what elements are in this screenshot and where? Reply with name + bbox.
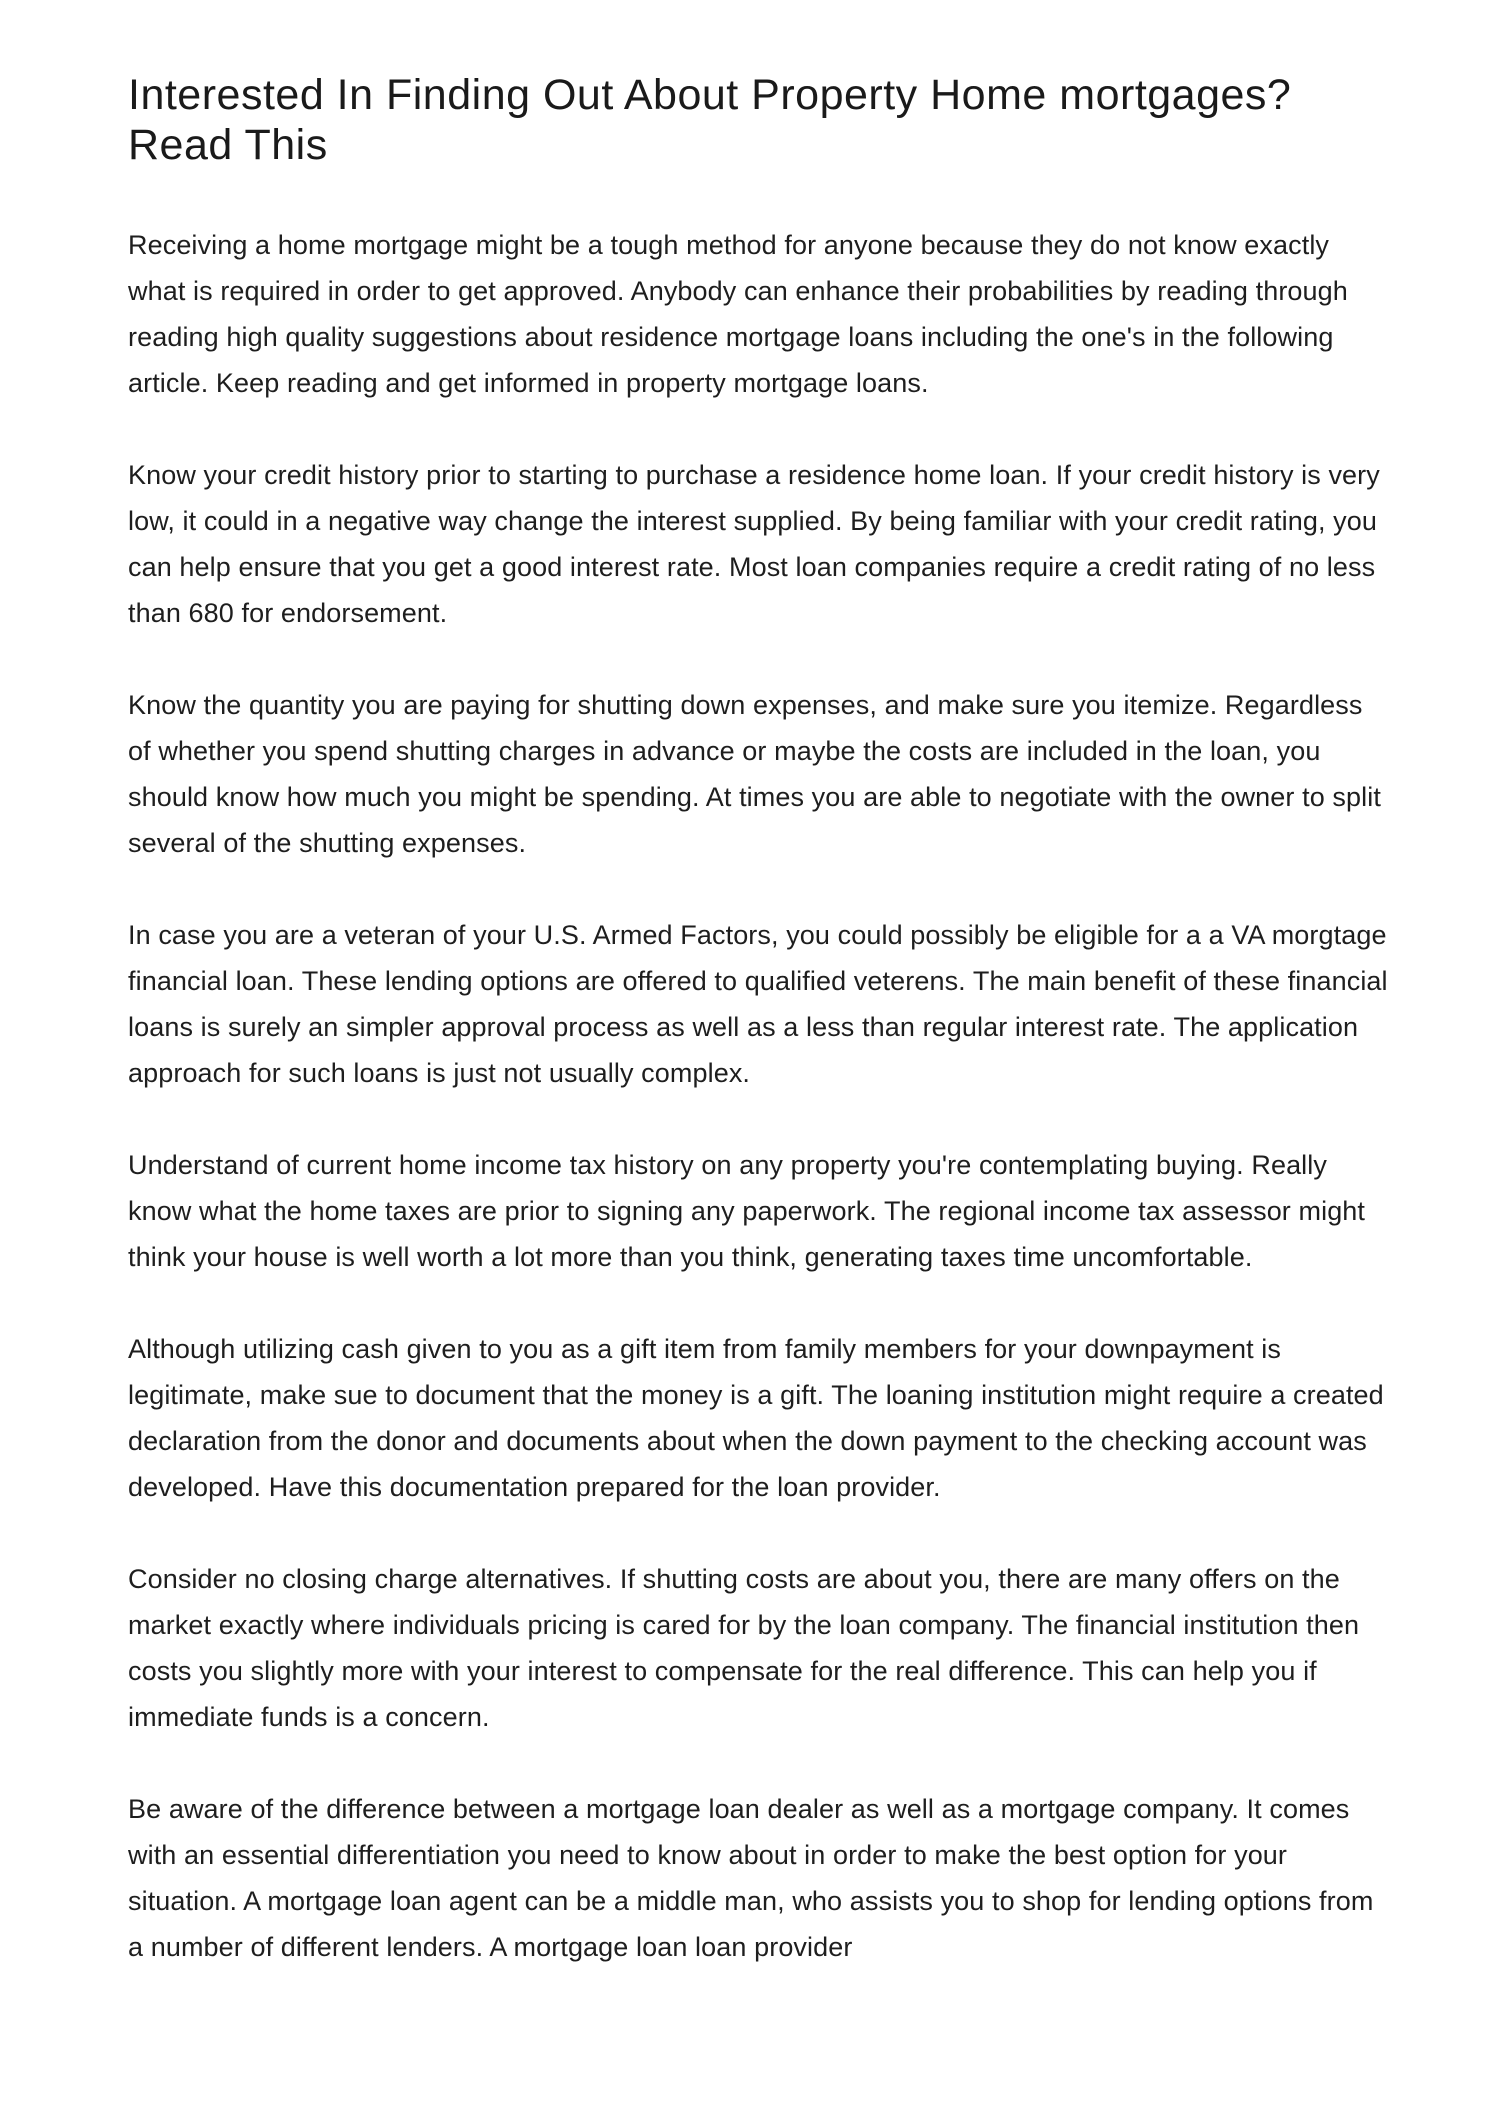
paragraph-va-loan: In case you are a veteran of your U.S. Armed Factors, you could possibly be eligible for a a VA morgtage financial loan. These lending options are offered to qualified veterens. The main benefit of these financial loans is surely an simpler approval process as well as a less than regular interest rate. The application approach for such loans is just not usually complex. [128, 920, 1388, 1088]
article-body [128, 222, 1388, 1970]
paragraph-credit-history: Know your credit history prior to starting to purchase a residence home loan. If your credit history is very low, it could in a negative way change the interest supplied. By being familiar with your credit rating, you can help ensure that you get a good interest rate. Most loan companies require a credit rating of no less than 680 for endorsement. [128, 460, 1380, 628]
paragraph-closing-expenses: Know the quantity you are paying for shutting down expenses, and make sure you itemize. Regardless of whether you spend shutting charges in advance or maybe the costs are included in the loan, you should know how much you might be spending. At times you are able to negotiate with the owner to split several of the shutting expenses. [128, 690, 1381, 858]
paragraph-credit-intro: Receiving a home mortgage might be a tough method for anyone because they do not know exactly what is required in order to get approved. Anybody can enhance their probabilities by reading through reading high quality suggestions about residence mortgage loans including the one's in the following article. Keep reading and get informed in property mortgage loans. [128, 230, 1348, 398]
paragraph-broker-vs-lender: Be aware of the difference between a mortgage loan dealer as well as a mortgage company. It comes with an essential differentiation you need to know about in order to make the best option for your situation. A mortgage loan agent can be a middle man, who assists you to shop for lending options from a number of different lenders. A mortgage loan loan provider [128, 1794, 1374, 1962]
paragraph-tax-history: Understand of current home income tax history on any property you're contemplating buying. Really know what the home taxes are prior to signing any paperwork. The regional income tax assessor might think your house is well worth a lot more than you think, generating taxes time uncomfortable. [128, 1150, 1366, 1272]
article-content [128, 70, 1388, 2016]
page-title: Interested In Finding Out About Property Home mortgages? Read This [128, 71, 1292, 169]
paragraph-no-closing-cost: Consider no closing charge alternatives. If shutting costs are about you, there are many offers on the market exactly where individuals pricing is cared for by the loan company. The financial institution then costs you slightly more with your interest to compensate for the real difference. This can help you if immediate funds is a concern. [128, 1564, 1360, 1732]
paragraph-gift-downpayment: Although utilizing cash given to you as a gift item from family members for your downpayment is legitimate, make sue to document that the money is a gift. The loaning institution might require a created declaration from the donor and documents about when the down payment to the checking account was developed. Have this documentation prepared for the loan provider. [128, 1334, 1384, 1502]
